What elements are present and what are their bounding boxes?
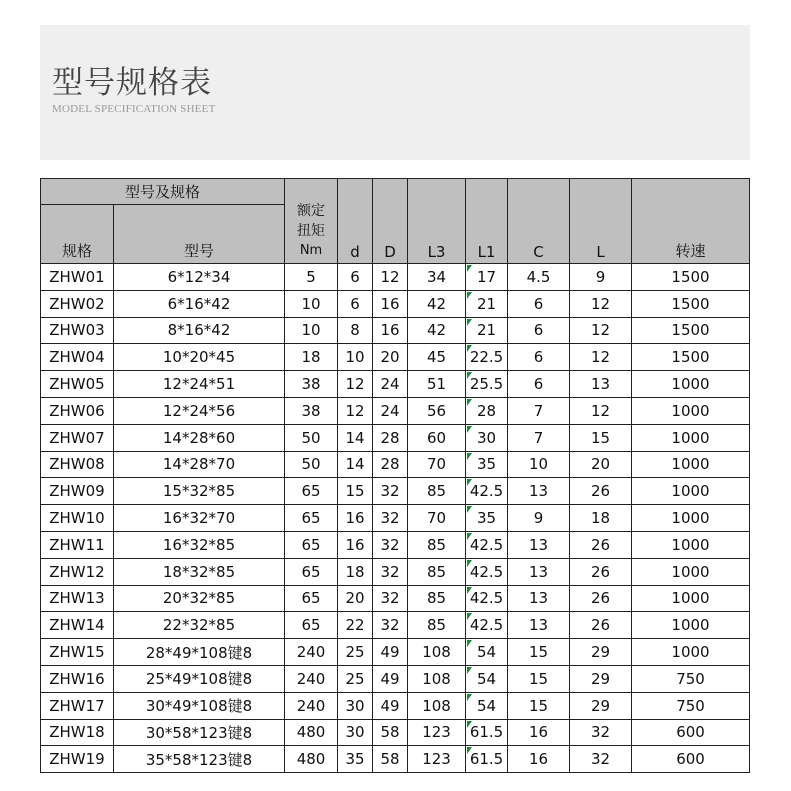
col-L: L xyxy=(570,179,632,264)
cell-L: 26 xyxy=(570,478,632,505)
cell-model: 12*24*56 xyxy=(114,397,285,424)
cell-C: 6 xyxy=(508,344,570,371)
cell-spec: ZHW17 xyxy=(41,692,114,719)
cell-model: 6*12*34 xyxy=(114,264,285,291)
cell-D: 32 xyxy=(373,558,408,585)
cell-model: 16*32*70 xyxy=(114,505,285,532)
cell-d: 18 xyxy=(338,558,373,585)
cell-C: 6 xyxy=(508,317,570,344)
cell-d: 14 xyxy=(338,451,373,478)
col-C: C xyxy=(508,179,570,264)
cell-model: 10*20*45 xyxy=(114,344,285,371)
cell-model: 28*49*108键8 xyxy=(114,639,285,666)
cell-L3: 70 xyxy=(408,505,466,532)
table-row xyxy=(41,665,750,692)
cell-L1: 54 xyxy=(466,639,508,666)
cell-torque: 18 xyxy=(285,344,338,371)
cell-L: 32 xyxy=(570,719,632,746)
cell-speed: 600 xyxy=(632,719,750,746)
cell-D: 12 xyxy=(373,264,408,291)
cell-L1: 30 xyxy=(466,424,508,451)
cell-L: 20 xyxy=(570,451,632,478)
cell-d: 15 xyxy=(338,478,373,505)
cell-d: 16 xyxy=(338,531,373,558)
cell-model: 16*32*85 xyxy=(114,531,285,558)
cell-C: 13 xyxy=(508,585,570,612)
col-spec: 规格 xyxy=(41,205,114,264)
cell-L1: 35 xyxy=(466,451,508,478)
cell-spec: ZHW16 xyxy=(41,665,114,692)
cell-spec: ZHW05 xyxy=(41,371,114,398)
cell-d: 22 xyxy=(338,612,373,639)
cell-L1: 42.5 xyxy=(466,585,508,612)
cell-D: 49 xyxy=(373,665,408,692)
cell-torque: 65 xyxy=(285,505,338,532)
cell-torque: 65 xyxy=(285,585,338,612)
cell-torque: 240 xyxy=(285,692,338,719)
cell-C: 6 xyxy=(508,290,570,317)
cell-d: 10 xyxy=(338,344,373,371)
cell-torque: 38 xyxy=(285,371,338,398)
cell-L3: 70 xyxy=(408,451,466,478)
cell-speed: 1000 xyxy=(632,424,750,451)
cell-speed: 600 xyxy=(632,746,750,773)
cell-d: 30 xyxy=(338,719,373,746)
cell-L1: 17 xyxy=(466,264,508,291)
cell-torque: 65 xyxy=(285,612,338,639)
cell-D: 32 xyxy=(373,612,408,639)
cell-model: 15*32*85 xyxy=(114,478,285,505)
cell-speed: 1000 xyxy=(632,451,750,478)
col-d: d xyxy=(338,179,373,264)
cell-torque: 65 xyxy=(285,478,338,505)
cell-L: 26 xyxy=(570,612,632,639)
cell-L3: 108 xyxy=(408,692,466,719)
table-row xyxy=(41,746,750,773)
cell-L: 26 xyxy=(570,558,632,585)
cell-C: 7 xyxy=(508,397,570,424)
cell-L3: 42 xyxy=(408,290,466,317)
cell-speed: 1000 xyxy=(632,371,750,398)
cell-D: 28 xyxy=(373,451,408,478)
cell-d: 6 xyxy=(338,290,373,317)
cell-L3: 51 xyxy=(408,371,466,398)
col-torque-line1: 额定 xyxy=(297,203,326,219)
cell-D: 16 xyxy=(373,317,408,344)
cell-speed: 1500 xyxy=(632,264,750,291)
cell-L: 18 xyxy=(570,505,632,532)
cell-model: 30*58*123键8 xyxy=(114,719,285,746)
cell-torque: 38 xyxy=(285,397,338,424)
cell-speed: 1000 xyxy=(632,612,750,639)
cell-C: 15 xyxy=(508,639,570,666)
cell-torque: 5 xyxy=(285,264,338,291)
cell-D: 32 xyxy=(373,585,408,612)
cell-L: 29 xyxy=(570,639,632,666)
cell-spec: ZHW09 xyxy=(41,478,114,505)
table-row xyxy=(41,558,750,585)
table-row xyxy=(41,451,750,478)
cell-L: 15 xyxy=(570,424,632,451)
cell-L1: 42.5 xyxy=(466,558,508,585)
cell-d: 30 xyxy=(338,692,373,719)
cell-L: 32 xyxy=(570,746,632,773)
cell-speed: 1000 xyxy=(632,558,750,585)
table-row xyxy=(41,639,750,666)
cell-L3: 85 xyxy=(408,558,466,585)
cell-L: 12 xyxy=(570,317,632,344)
cell-torque: 480 xyxy=(285,746,338,773)
cell-spec: ZHW19 xyxy=(41,746,114,773)
col-L3: L3 xyxy=(408,179,466,264)
cell-spec: ZHW08 xyxy=(41,451,114,478)
cell-L1: 28 xyxy=(466,397,508,424)
cell-L: 29 xyxy=(570,665,632,692)
cell-C: 15 xyxy=(508,665,570,692)
cell-D: 32 xyxy=(373,478,408,505)
cell-D: 49 xyxy=(373,692,408,719)
cell-L3: 85 xyxy=(408,612,466,639)
cell-d: 16 xyxy=(338,505,373,532)
cell-model: 12*24*51 xyxy=(114,371,285,398)
cell-L: 13 xyxy=(570,371,632,398)
cell-D: 32 xyxy=(373,531,408,558)
cell-L3: 60 xyxy=(408,424,466,451)
cell-torque: 50 xyxy=(285,451,338,478)
table-row xyxy=(41,317,750,344)
cell-L: 12 xyxy=(570,397,632,424)
cell-L1: 42.5 xyxy=(466,612,508,639)
cell-L1: 21 xyxy=(466,290,508,317)
cell-d: 14 xyxy=(338,424,373,451)
cell-L3: 85 xyxy=(408,531,466,558)
cell-L1: 25.5 xyxy=(466,371,508,398)
cell-L3: 56 xyxy=(408,397,466,424)
cell-model: 35*58*123键8 xyxy=(114,746,285,773)
cell-L: 12 xyxy=(570,290,632,317)
cell-spec: ZHW06 xyxy=(41,397,114,424)
col-torque-unit: Nm xyxy=(299,243,323,258)
cell-L3: 45 xyxy=(408,344,466,371)
cell-spec: ZHW15 xyxy=(41,639,114,666)
cell-L3: 34 xyxy=(408,264,466,291)
cell-D: 49 xyxy=(373,639,408,666)
cell-L: 26 xyxy=(570,531,632,558)
cell-d: 12 xyxy=(338,371,373,398)
page-title: 型号规格表 xyxy=(52,65,212,101)
cell-speed: 1000 xyxy=(632,505,750,532)
cell-spec: ZHW03 xyxy=(41,317,114,344)
cell-spec: ZHW02 xyxy=(41,290,114,317)
cell-L3: 108 xyxy=(408,639,466,666)
cell-L1: 61.5 xyxy=(466,719,508,746)
cell-d: 25 xyxy=(338,665,373,692)
col-speed: 转速 xyxy=(632,179,750,264)
cell-L1: 61.5 xyxy=(466,746,508,773)
cell-D: 24 xyxy=(373,397,408,424)
cell-speed: 1000 xyxy=(632,531,750,558)
cell-L: 9 xyxy=(570,264,632,291)
cell-C: 13 xyxy=(508,478,570,505)
table-row xyxy=(41,505,750,532)
table-body xyxy=(41,264,750,773)
col-D: D xyxy=(373,179,408,264)
cell-torque: 10 xyxy=(285,317,338,344)
cell-D: 20 xyxy=(373,344,408,371)
cell-L: 26 xyxy=(570,585,632,612)
cell-model: 18*32*85 xyxy=(114,558,285,585)
cell-spec: ZHW11 xyxy=(41,531,114,558)
header-band xyxy=(40,25,750,160)
cell-D: 24 xyxy=(373,371,408,398)
cell-model: 8*16*42 xyxy=(114,317,285,344)
cell-L3: 123 xyxy=(408,746,466,773)
cell-C: 13 xyxy=(508,558,570,585)
cell-C: 9 xyxy=(508,505,570,532)
cell-L3: 108 xyxy=(408,665,466,692)
cell-C: 6 xyxy=(508,371,570,398)
cell-C: 7 xyxy=(508,424,570,451)
cell-spec: ZHW14 xyxy=(41,612,114,639)
table-row xyxy=(41,719,750,746)
table-row xyxy=(41,424,750,451)
cell-speed: 1000 xyxy=(632,397,750,424)
table-row xyxy=(41,371,750,398)
cell-L1: 42.5 xyxy=(466,531,508,558)
cell-d: 8 xyxy=(338,317,373,344)
table-row xyxy=(41,531,750,558)
cell-d: 25 xyxy=(338,639,373,666)
cell-L1: 21 xyxy=(466,317,508,344)
cell-torque: 480 xyxy=(285,719,338,746)
cell-L3: 123 xyxy=(408,719,466,746)
cell-L1: 35 xyxy=(466,505,508,532)
cell-L: 12 xyxy=(570,344,632,371)
cell-torque: 240 xyxy=(285,639,338,666)
cell-speed: 1500 xyxy=(632,344,750,371)
table-row xyxy=(41,264,750,291)
cell-D: 16 xyxy=(373,290,408,317)
cell-spec: ZHW10 xyxy=(41,505,114,532)
cell-speed: 750 xyxy=(632,692,750,719)
cell-model: 20*32*85 xyxy=(114,585,285,612)
cell-L3: 85 xyxy=(408,478,466,505)
table-row xyxy=(41,290,750,317)
table-row xyxy=(41,478,750,505)
cell-D: 58 xyxy=(373,719,408,746)
cell-d: 35 xyxy=(338,746,373,773)
table-row xyxy=(41,344,750,371)
cell-torque: 65 xyxy=(285,558,338,585)
cell-spec: ZHW04 xyxy=(41,344,114,371)
cell-speed: 1000 xyxy=(632,478,750,505)
cell-speed: 750 xyxy=(632,665,750,692)
cell-L3: 85 xyxy=(408,585,466,612)
cell-D: 32 xyxy=(373,505,408,532)
table-row xyxy=(41,692,750,719)
cell-torque: 10 xyxy=(285,290,338,317)
cell-L3: 42 xyxy=(408,317,466,344)
cell-L: 29 xyxy=(570,692,632,719)
table-row xyxy=(41,612,750,639)
table-row xyxy=(41,585,750,612)
cell-model: 6*16*42 xyxy=(114,290,285,317)
cell-speed: 1000 xyxy=(632,585,750,612)
cell-speed: 1000 xyxy=(632,639,750,666)
cell-L1: 54 xyxy=(466,665,508,692)
cell-L1: 42.5 xyxy=(466,478,508,505)
col-torque-line2: 扭矩 xyxy=(297,223,326,239)
cell-spec: ZHW12 xyxy=(41,558,114,585)
cell-torque: 65 xyxy=(285,531,338,558)
cell-C: 16 xyxy=(508,719,570,746)
cell-model: 30*49*108键8 xyxy=(114,692,285,719)
cell-L1: 22.5 xyxy=(466,344,508,371)
cell-C: 13 xyxy=(508,531,570,558)
cell-D: 58 xyxy=(373,746,408,773)
cell-C: 13 xyxy=(508,612,570,639)
cell-model: 14*28*60 xyxy=(114,424,285,451)
cell-spec: ZHW07 xyxy=(41,424,114,451)
cell-spec: ZHW18 xyxy=(41,719,114,746)
cell-model: 14*28*70 xyxy=(114,451,285,478)
cell-C: 16 xyxy=(508,746,570,773)
spec-table xyxy=(40,178,750,773)
cell-speed: 1500 xyxy=(632,317,750,344)
cell-d: 6 xyxy=(338,264,373,291)
table-header xyxy=(41,179,750,264)
cell-L1: 54 xyxy=(466,692,508,719)
table-row xyxy=(41,397,750,424)
cell-spec: ZHW01 xyxy=(41,264,114,291)
col-L1: L1 xyxy=(466,179,508,264)
cell-spec: ZHW13 xyxy=(41,585,114,612)
cell-speed: 1500 xyxy=(632,290,750,317)
cell-C: 10 xyxy=(508,451,570,478)
col-torque xyxy=(285,179,338,264)
page-subtitle: MODEL SPECIFICATION SHEET xyxy=(52,103,216,115)
cell-D: 28 xyxy=(373,424,408,451)
cell-d: 12 xyxy=(338,397,373,424)
cell-C: 4.5 xyxy=(508,264,570,291)
group-header: 型号及规格 xyxy=(41,179,285,205)
cell-C: 15 xyxy=(508,692,570,719)
cell-torque: 240 xyxy=(285,665,338,692)
cell-model: 22*32*85 xyxy=(114,612,285,639)
cell-d: 20 xyxy=(338,585,373,612)
col-model: 型号 xyxy=(114,205,285,264)
cell-model: 25*49*108键8 xyxy=(114,665,285,692)
cell-torque: 50 xyxy=(285,424,338,451)
